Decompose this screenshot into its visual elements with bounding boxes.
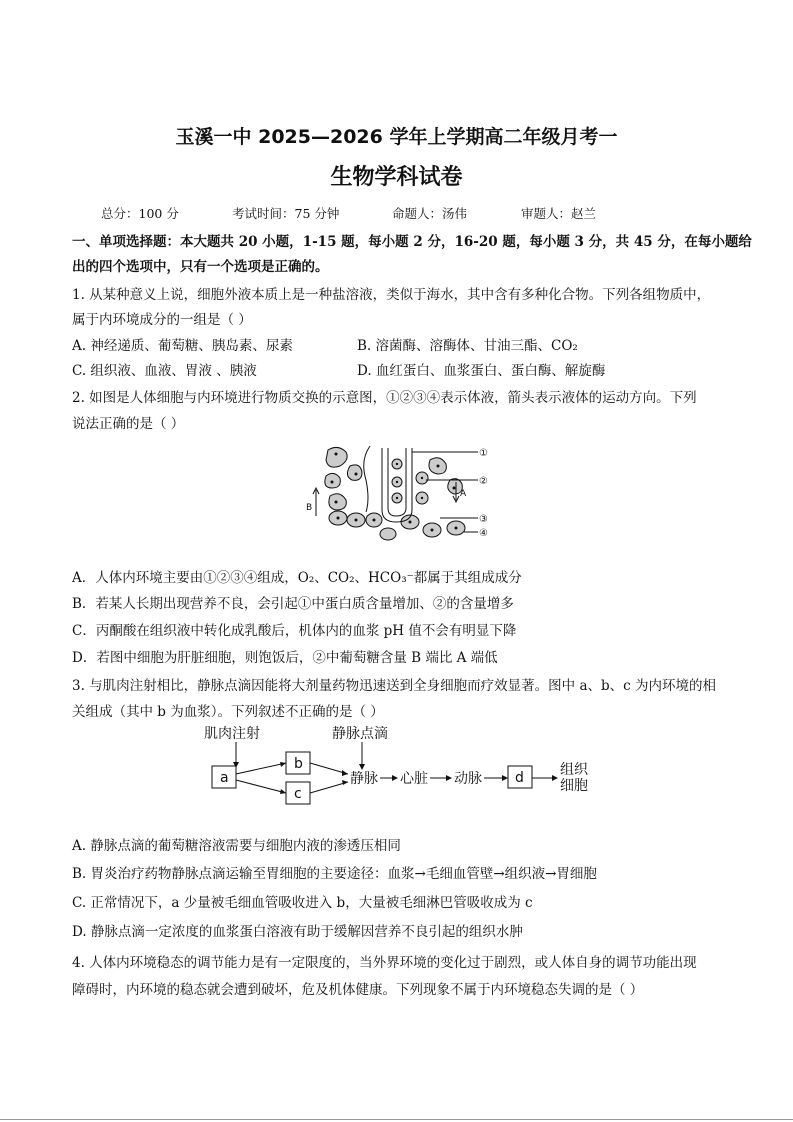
- label-heart: 心脏: [400, 771, 428, 787]
- arrow-c-vein: [310, 782, 348, 793]
- tissue-cell: [329, 494, 346, 510]
- label-vein: 静脉: [350, 771, 378, 787]
- arrow-a-label: A: [460, 489, 467, 499]
- q1-option-c: C. 组织液、血液、胃液 、胰液: [72, 363, 257, 379]
- q2-option-c: C．丙酮酸在组织液中转化成乳酸后，机体内的血浆 pH 值不会有明显下降: [72, 623, 517, 639]
- fluid-label-1: ①: [479, 448, 488, 459]
- q2-stem-line2: 说法正确的是（ ）: [72, 416, 185, 432]
- label-intramuscular: 肌肉注射: [204, 726, 260, 742]
- q3-option-d: D. 静脉点滴一定浓度的血浆蛋白溶液有助于缓解因营养不良引起的组织水肿: [72, 924, 523, 940]
- label-tissue: 组织: [560, 762, 588, 778]
- section-heading-line2: 出的四个选项中，只有一个选项是正确的。: [72, 259, 329, 275]
- q1-option-b: B. 溶菌酶、溶酶体、甘油三酯、CO₂: [357, 338, 578, 354]
- label-c: c: [294, 786, 302, 802]
- q1-option-d: D. 血红蛋白、血浆蛋白、蛋白酶、解旋酶: [357, 363, 606, 379]
- tissue-cell: [380, 528, 396, 540]
- exam-title: 玉溪一中 2025—2026 学年上学期高二年级月考一: [175, 126, 618, 148]
- fluid-label-4: ④: [479, 528, 488, 539]
- fluid-label-2: ②: [479, 476, 488, 487]
- q1-stem-line1: 1. 从某种意义上说，细胞外液本质上是一种盐溶液，类似于海水，其中含有多种化合物。下列各组物质中，: [72, 287, 711, 303]
- meta-time: 考试时间：75 分钟: [232, 206, 340, 221]
- arrow-b-label: B: [306, 503, 313, 513]
- q1-option-a: A. 神经递质、葡萄糖、胰岛素、尿素: [72, 338, 293, 354]
- label-artery: 动脉: [454, 771, 482, 787]
- drug-transport-flowchart: [200, 722, 630, 810]
- lymph-vessel: [364, 446, 370, 512]
- label-b: b: [294, 756, 303, 772]
- q3-stem-line2: 关组成（其中 b 为血浆）。下列叙述不正确的是（ ）: [72, 704, 384, 720]
- page-bottom-rule: [0, 1119, 793, 1120]
- section-heading-line1: 一、单项选择题：本大题共 20 小题，1-15 题，每小题 2 分，16-20 题，每小题 3 分，共 45 分，在每小题给: [72, 234, 752, 250]
- q2-stem-line1: 2. 如图是人体细胞与内环境进行物质交换的示意图，①②③④表示体液，箭头表示液体的运动方向。下列: [72, 390, 697, 406]
- exam-subtitle: 生物学科试卷: [330, 165, 463, 190]
- label-d: d: [515, 770, 524, 786]
- q3-stem-line1: 3. 与肌肉注射相比，静脉点滴因能将大剂量药物迅速送到全身细胞而疗效显著。图中 a、b、c 为内环境的相: [72, 678, 717, 694]
- q3-option-a: A. 静脉点滴的葡萄糖溶液需要与细胞内液的渗透压相同: [72, 838, 401, 854]
- label-cell: 细胞: [560, 778, 588, 794]
- label-intravenous: 静脉点滴: [332, 726, 388, 742]
- q2-option-a: A．人体内环境主要由①②③④组成，O₂、CO₂、HCO₃⁻都属于其组成成分: [72, 570, 522, 586]
- q3-option-c: C. 正常情况下，a 少量被毛细血管吸收进入 b，大量被毛细淋巴管吸收成为 c: [72, 895, 533, 911]
- q1-stem-line2: 属于内环境成分的一组是（ ）: [72, 312, 252, 328]
- arrow-a-c: [236, 780, 286, 793]
- q2-option-d: D．若图中细胞为肝脏细胞，则饱饭后，②中葡萄糖含量 B 端比 A 端低: [72, 650, 498, 666]
- body-fluid-diagram: [300, 440, 500, 546]
- meta-author: 命题人：汤伟: [392, 206, 468, 221]
- label-a: a: [220, 770, 229, 786]
- q4-stem-line1: 4. 人体内环境稳态的调节能力是有一定限度的，当外界环境的变化过于剧烈，或人体自身的调节功能出现: [72, 955, 697, 971]
- tissue-cell: [347, 465, 362, 480]
- meta-total: 总分：100 分: [101, 206, 179, 221]
- tissue-cell: [326, 447, 347, 467]
- q2-option-b: B．若某人长期出现营养不良，会引起①中蛋白质含量增加、②的含量增多: [72, 596, 514, 612]
- q4-stem-line2: 障碍时，内环境的稳态就会遭到破坏，危及机体健康。下列现象不属于内环境稳态失调的是（ ）: [72, 982, 644, 998]
- arrow-a-b: [236, 763, 286, 774]
- fluid-label-3: ③: [479, 514, 488, 525]
- q3-option-b: B. 胃炎治疗药物静脉点滴运输至胃细胞的主要途径：血浆→毛细血管壁→组织液→胃细胞: [72, 866, 597, 882]
- meta-reviewer: 审题人：赵兰: [521, 206, 597, 221]
